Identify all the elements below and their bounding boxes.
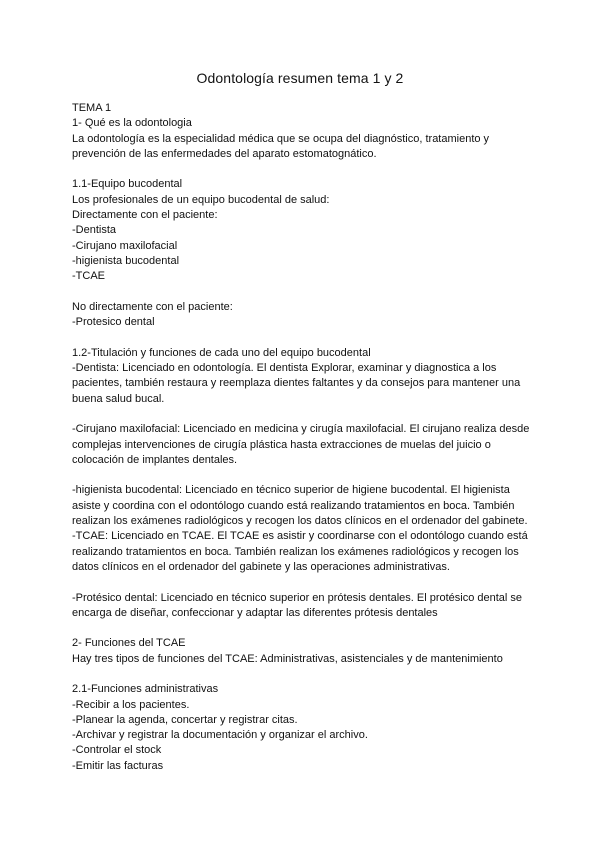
paragraph-funciones-intro: Hay tres tipos de funciones del TCAE: Administrativas, asistenciales y de mantenimiento bbox=[72, 652, 503, 665]
heading-funciones-administrativas: 2.1-Funciones administrativas bbox=[72, 683, 219, 696]
paragraph-dentista: -Dentista: Licenciado en odontología. El dentista Explorar, examinar y diagnostica a los pacientes, también restaura y reemplaza dientes faltantes y da consejos para mantener una buena salud bucal. bbox=[72, 362, 521, 405]
list-item: -Recibir a los pacientes. bbox=[72, 698, 190, 711]
subheading-indirectos: No directamente con el paciente: bbox=[72, 300, 233, 313]
subheading-directos: Directamente con el paciente: bbox=[72, 209, 218, 222]
list-item: -Planear la agenda, concertar y registrar citas. bbox=[72, 713, 298, 726]
list-item: -Controlar el stock bbox=[72, 744, 162, 757]
list-item: -TCAE bbox=[72, 270, 105, 283]
list-item: -Archivar y registrar la documentación y organizar el archivo. bbox=[72, 729, 368, 742]
heading-equipo: 1.1-Equipo bucodental bbox=[72, 178, 183, 191]
heading-que-es: 1- Qué es la odontologia bbox=[72, 117, 192, 130]
paragraph-equipo-intro: Los profesionales de un equipo bucodental de salud: bbox=[72, 193, 330, 206]
paragraph-higienista: -higienista bucodental: Licenciado en técnico superior de higiene bucodental. El higienista asiste y coordina con el odontólogo cuando está realizando tratamientos en boca. También realizan los exámenes radiológicos y recogen los datos clínicos en el ordenador del gabinete. bbox=[72, 484, 528, 528]
list-item: -Dentista bbox=[72, 224, 117, 237]
list-item: -Protesico dental bbox=[72, 316, 155, 329]
heading-titulacion: 1.2-Titulación y funciones de cada uno del equipo bucodental bbox=[72, 346, 371, 359]
paragraph-tcae: -TCAE: Licenciado en TCAE. El TCAE es asistir y coordinarse con el odontólogo cuando está realizando tratamientos en boca. También realizan los exámenes radiológicos y recogen los datos clínicos en el ordenador del gabinete y las operaciones administrativas. bbox=[72, 530, 528, 573]
list-item: -Emitir las facturas bbox=[72, 759, 164, 772]
paragraph-protesico: -Protésico dental: Licenciado en técnico superior en prótesis dentales. El protésico dental se encarga de diseñar, confeccionar y adaptar las diferentes prótesis dentales bbox=[72, 591, 523, 619]
paragraph-definition: La odontología es la especialidad médica que se ocupa del diagnóstico, tratamiento y prevención de las enfermedades del aparato estomatognático. bbox=[72, 132, 490, 160]
document-body bbox=[72, 101, 532, 774]
document-title: Odontología resumen tema 1 y 2 bbox=[196, 70, 404, 86]
paragraph-cirujano: -Cirujano maxilofacial: Licenciado en medicina y cirugía maxilofacial. El cirujano realiza desde complejas intervenciones de cirugía plástica hasta extracciones de muelas del juicio o colocación de implantes dentales. bbox=[72, 423, 530, 466]
heading-tema-1: TEMA 1 bbox=[72, 102, 112, 114]
heading-funciones-tcae: 2- Funciones del TCAE bbox=[72, 637, 186, 650]
list-item: -Cirujano maxilofacial bbox=[72, 239, 178, 252]
list-item: -higienista bucodental bbox=[72, 254, 180, 267]
